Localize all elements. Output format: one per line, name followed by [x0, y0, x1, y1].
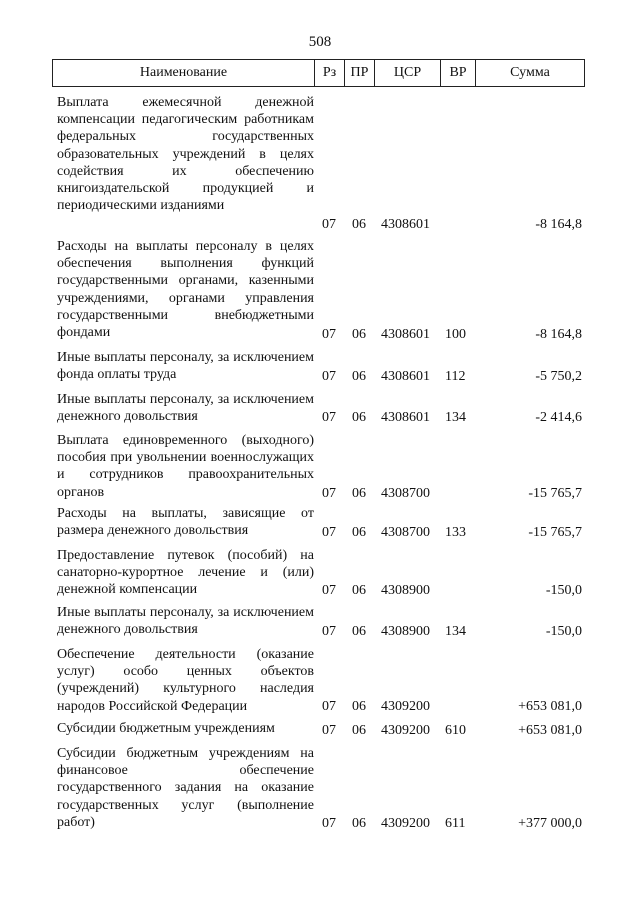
row-vr: 134: [445, 624, 466, 639]
row-csr: 4308900: [381, 624, 430, 639]
row-pr: 06: [352, 723, 366, 738]
row-name: Обеспечение деятельности (оказание услуг) особо ценных объектов (учреждений) культурного наследия народов Российской Федерации: [57, 647, 314, 714]
row-rz: 07: [322, 525, 336, 540]
row-vr: 133: [445, 525, 466, 540]
row-csr: 4308700: [381, 486, 430, 501]
row-sum: +653 081,0: [518, 723, 582, 738]
row-rz: 07: [322, 624, 336, 639]
table-row: [0, 94, 640, 232]
row-rz: 07: [322, 327, 336, 342]
row-sum: +653 081,0: [518, 699, 582, 714]
row-name: Иные выплаты персоналу, за исключением денежного довольствия: [57, 605, 314, 638]
row-csr: 4308601: [381, 327, 430, 342]
row-name: Расходы на выплаты, зависящие от размера денежного довольствия: [57, 506, 314, 539]
table-row: [0, 505, 640, 540]
row-sum: -15 765,7: [528, 486, 582, 501]
row-sum: -5 750,2: [535, 369, 582, 384]
table-row: [0, 432, 640, 501]
table-row: [0, 646, 640, 714]
row-sum: -15 765,7: [528, 525, 582, 540]
row-rz: 07: [322, 816, 336, 831]
row-csr: 4308601: [381, 410, 430, 425]
table-header: [52, 59, 585, 87]
row-csr: 4308601: [381, 369, 430, 384]
table-row: [0, 238, 640, 342]
row-csr: 4308601: [381, 217, 430, 232]
row-name: Выплата единовременного (выходного) пособия при увольнении военнослужащих и сотрудников правоохранительных органов: [57, 433, 314, 500]
table-row: [0, 349, 640, 384]
row-csr: 4309200: [381, 723, 430, 738]
row-name: Субсидии бюджетным учреждениям на финансовое обеспечение государственного задания на оказание государственных услуг (выполнение работ): [57, 746, 314, 830]
row-pr: 06: [352, 699, 366, 714]
row-sum: -2 414,6: [535, 410, 582, 425]
header-sum: Сумма: [475, 60, 584, 86]
row-name: Расходы на выплаты персоналу в целях обеспечения выполнения функций государственными органами, казенными учреждениями, органами управления государственными внебюджетными фондами: [57, 239, 314, 341]
table-row: [0, 547, 640, 598]
header-pr: ПР: [344, 60, 374, 86]
header-csr: ЦСР: [374, 60, 440, 86]
row-sum: -8 164,8: [535, 327, 582, 342]
row-rz: 07: [322, 486, 336, 501]
row-csr: 4309200: [381, 816, 430, 831]
row-name: Иные выплаты персоналу, за исключением фонда оплаты труда: [57, 350, 314, 383]
row-sum: -150,0: [545, 624, 582, 639]
row-rz: 07: [322, 217, 336, 232]
row-name: Субсидии бюджетным учреждениям: [57, 721, 275, 736]
row-vr: 610: [445, 723, 466, 738]
table-row: [0, 604, 640, 639]
row-pr: 06: [352, 624, 366, 639]
row-pr: 06: [352, 816, 366, 831]
row-pr: 06: [352, 486, 366, 501]
header-rz: Рз: [314, 60, 344, 86]
row-sum: -150,0: [545, 583, 582, 598]
row-pr: 06: [352, 410, 366, 425]
row-sum: -8 164,8: [535, 217, 582, 232]
header-name: Наименование: [139, 65, 228, 80]
row-rz: 07: [322, 410, 336, 425]
row-pr: 06: [352, 327, 366, 342]
row-sum: +377 000,0: [518, 816, 582, 831]
row-csr: 4308900: [381, 583, 430, 598]
row-pr: 06: [352, 583, 366, 598]
row-csr: 4309200: [381, 699, 430, 714]
row-rz: 07: [322, 369, 336, 384]
table-row: [0, 720, 640, 738]
row-name: Иные выплаты персоналу, за исключением денежного довольствия: [57, 392, 314, 425]
page-number: 508: [308, 34, 332, 50]
header-vr: ВР: [440, 60, 475, 86]
row-vr: 134: [445, 410, 466, 425]
row-csr: 4308700: [381, 525, 430, 540]
row-pr: 06: [352, 217, 366, 232]
table-row: [0, 745, 640, 831]
row-vr: 100: [445, 327, 466, 342]
row-vr: 112: [445, 369, 466, 384]
row-pr: 06: [352, 369, 366, 384]
row-rz: 07: [322, 723, 336, 738]
row-vr: 611: [445, 816, 466, 831]
table-row: [0, 391, 640, 425]
row-rz: 07: [322, 583, 336, 598]
row-name: Предоставление путевок (пособий) на санаторно-курортное лечение и (или) денежной компенсации: [57, 548, 314, 598]
row-rz: 07: [322, 699, 336, 714]
row-name: Выплата ежемесячной денежной компенсации педагогическим работникам федеральных государственных образовательных учреждений в целях содействия их обеспечению книгоиздательской продукцией и периодическими изданиями: [57, 95, 314, 214]
row-pr: 06: [352, 525, 366, 540]
